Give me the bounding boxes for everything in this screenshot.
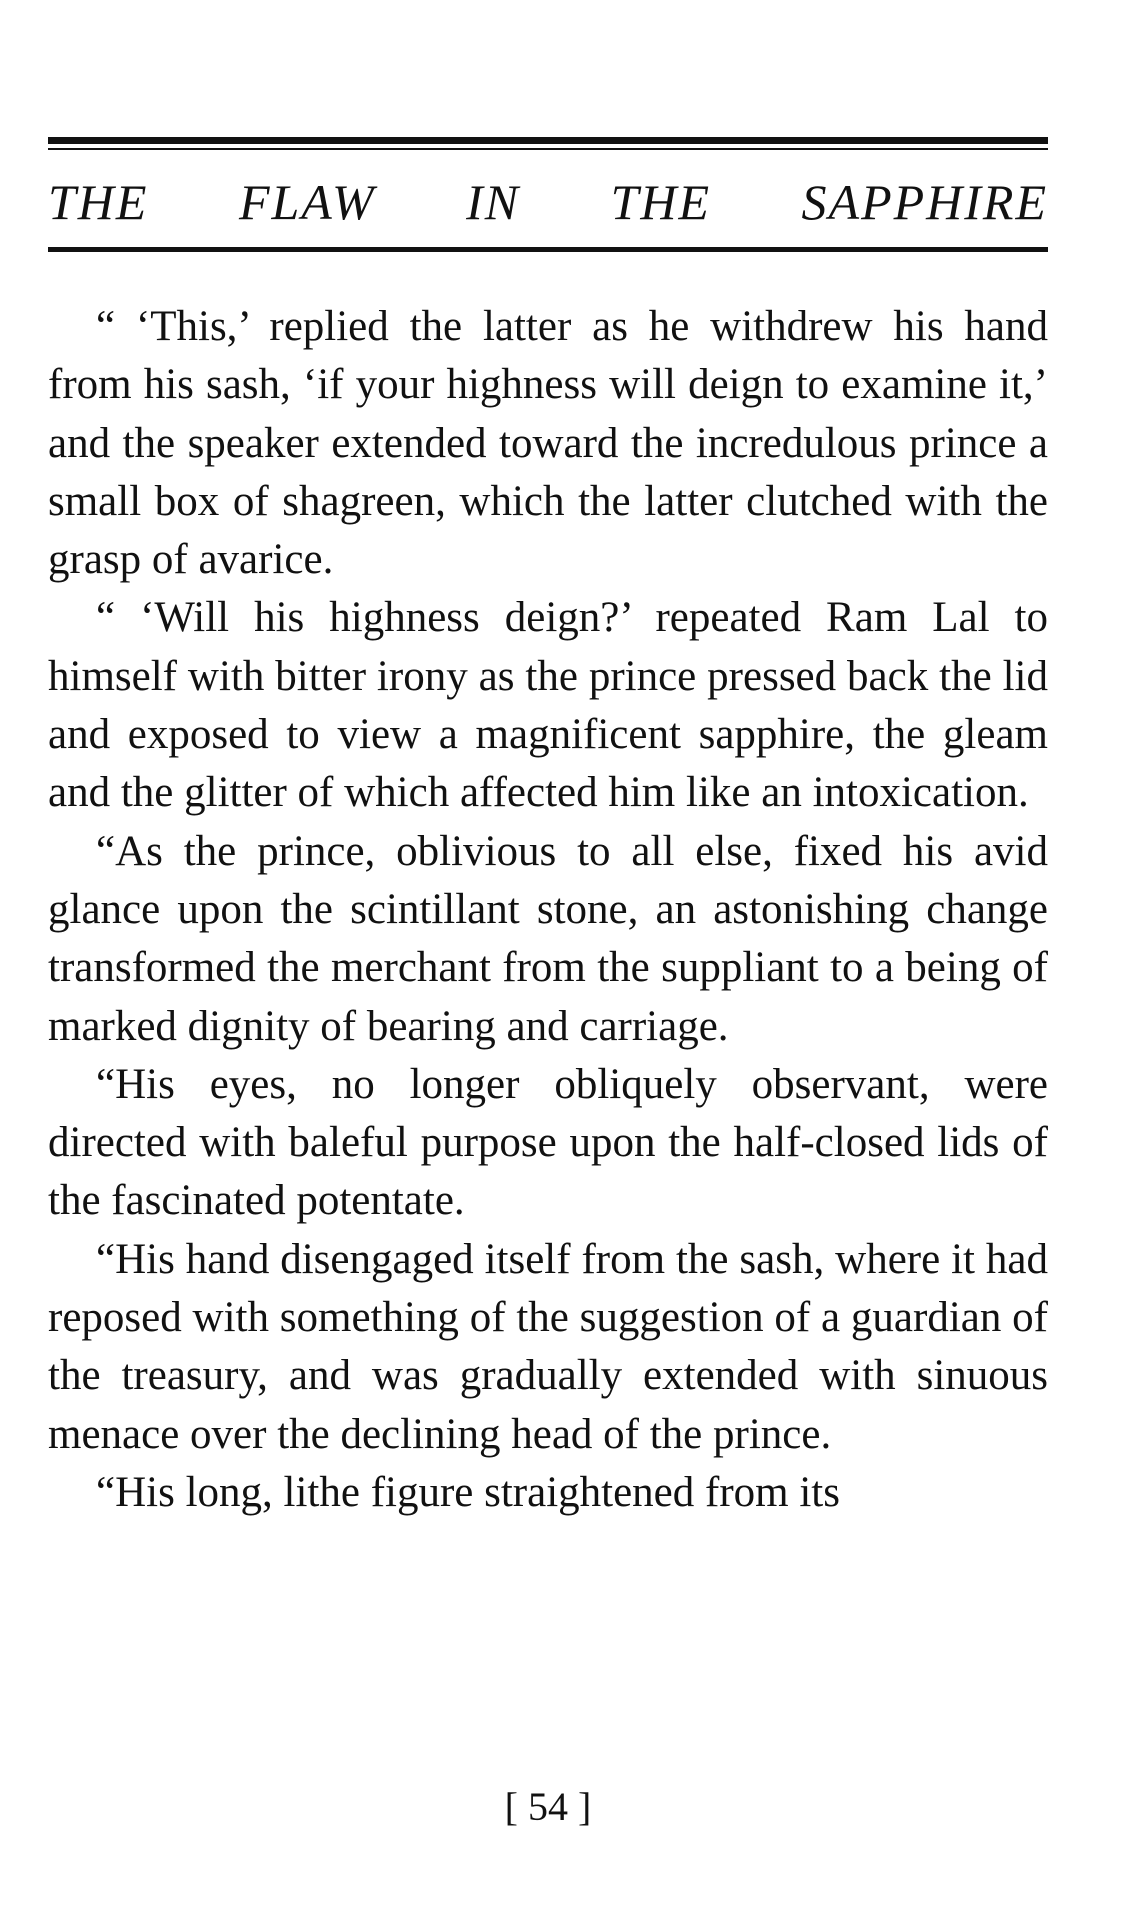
header-rule-bottom — [48, 247, 1048, 252]
header-rule-thin — [48, 148, 1048, 150]
body-text — [48, 298, 1048, 1522]
page-number: [ 54 ] — [504, 1784, 592, 1829]
header-rule-thick — [48, 137, 1048, 144]
running-title: THE FLAW IN THE SAPPHIRE — [48, 174, 1048, 230]
book-page — [48, 0, 1048, 1924]
paragraph: “His eyes, no longer obliquely observant, were directed with baleful purpose upon the half-closed lids of the fascinated potentate. — [48, 1060, 1048, 1225]
paragraph: “His long, lithe figure straightened from its — [96, 1468, 840, 1516]
paragraph: “ ‘This,’ replied the latter as he withdrew his hand from his sash, ‘if your highness will deign to examine it,’ and the speaker extended toward the incredulous prince a small box of shagreen, which the latter clutched with the grasp of avarice. — [48, 303, 1048, 584]
paragraph: “His hand disengaged itself from the sash, where it had reposed with something of the suggestion of a guardian of the treasury, and was gradually extended with sinuous menace over the declining head of the prince. — [48, 1235, 1048, 1458]
paragraph: “As the prince, oblivious to all else, fixed his avid glance upon the scintillant stone, an astonishing change transformed the merchant from the suppliant to a being of marked dignity of bearing and carriage. — [48, 827, 1048, 1050]
paragraph: “ ‘Will his highness deign?’ repeated Ram Lal to himself with bitter irony as the prince pressed back the lid and exposed to view a magnificent sapphire, the gleam and the glitter of which affected him like an intoxication. — [48, 594, 1048, 817]
